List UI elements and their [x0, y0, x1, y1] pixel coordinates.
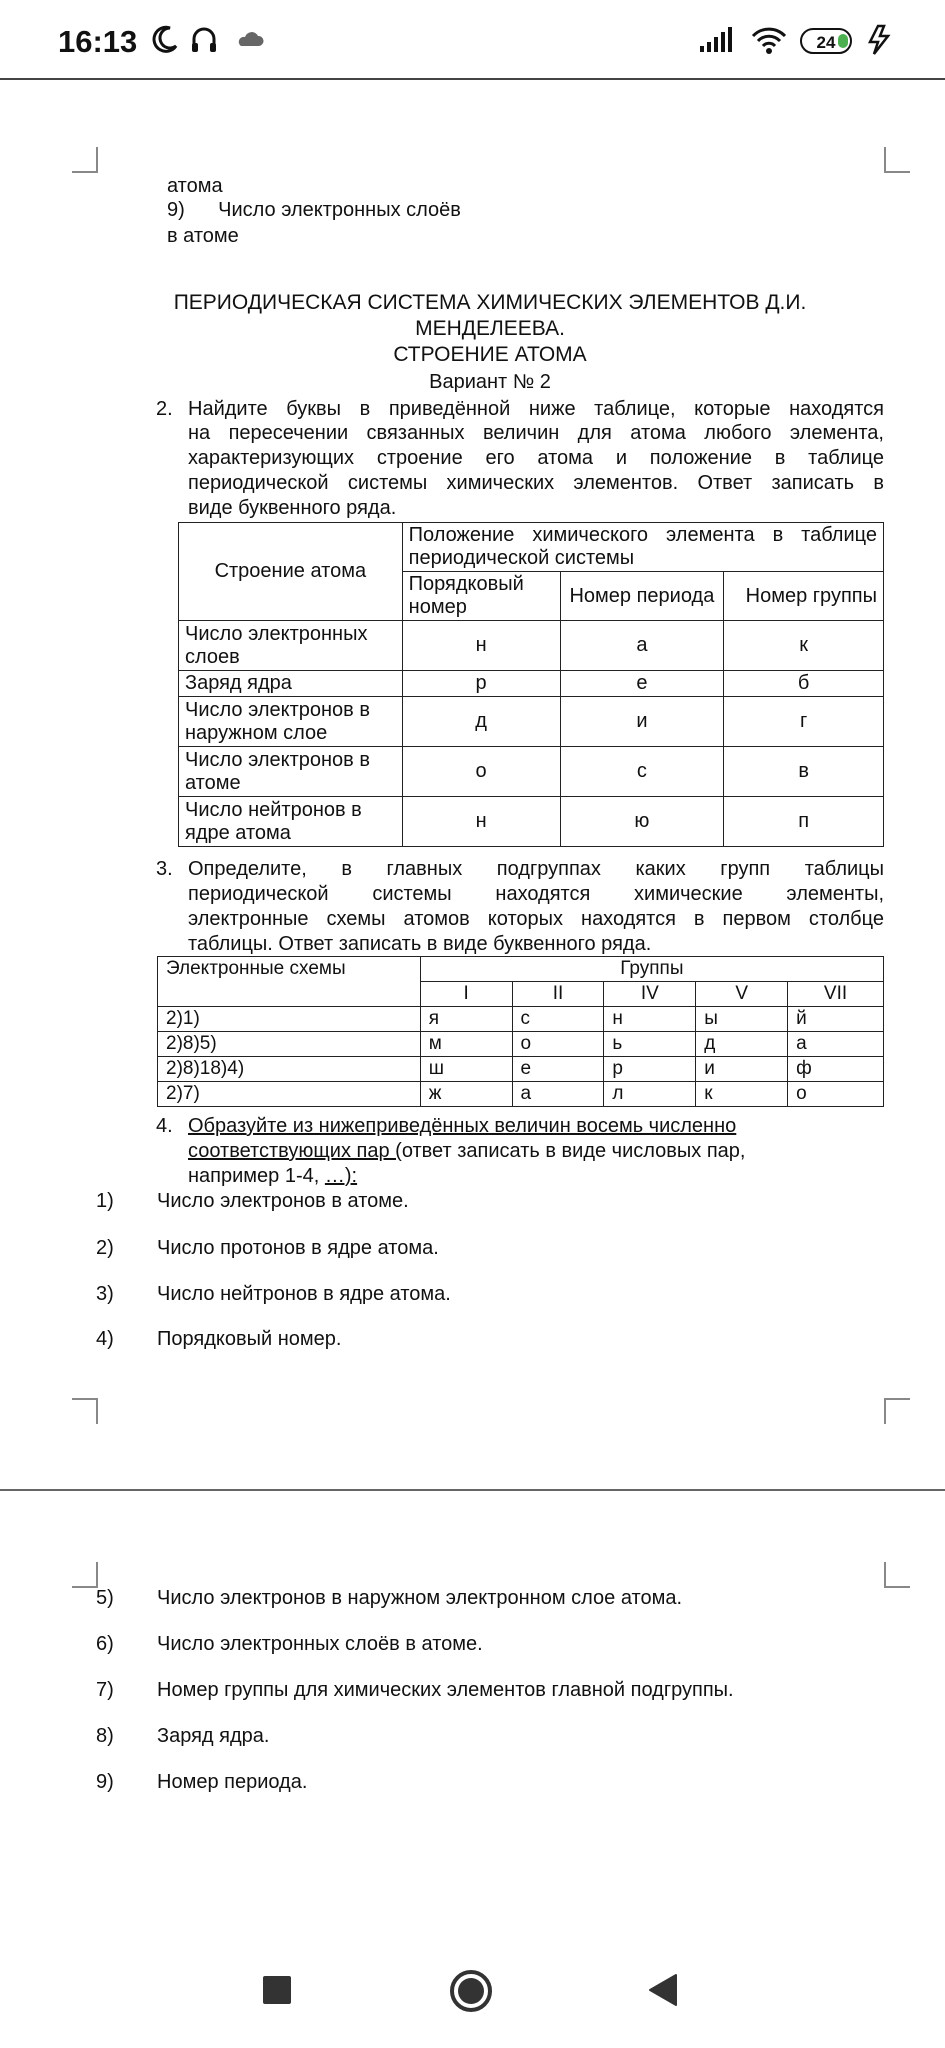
table-cell: о [788, 1082, 884, 1107]
headphones-icon [189, 24, 219, 54]
list-number: 7) [96, 1679, 114, 1701]
table-group-header: Группы [420, 957, 883, 982]
table-cell: с [560, 747, 724, 797]
table-group-header: Положение химического элемента в таблице периодической системы [402, 523, 883, 572]
list-item: Число электронов в наружном электронном слое атома. [157, 1587, 683, 1609]
list-number: 4) [96, 1328, 114, 1350]
row-label: Число электронных слоев [179, 621, 403, 671]
question-text: периодической системы находятся химические элементы, [188, 883, 884, 905]
list-number: 3) [96, 1283, 114, 1305]
table-cell: р [402, 671, 560, 697]
question-text [188, 1139, 745, 1163]
table-cell: б [724, 671, 884, 697]
table-row [158, 1032, 884, 1057]
list-number: 2) [96, 1237, 114, 1259]
page-title: МЕНДЕЛЕЕВА. [415, 317, 565, 340]
row-label: 2)8)5) [158, 1032, 421, 1057]
column-header: I [420, 982, 512, 1007]
question-text: Найдите буквы в приведённой ниже таблице, которые находятся [188, 398, 884, 420]
question-text: виде буквенного ряда. [188, 497, 397, 519]
question-number: 2. [156, 398, 173, 420]
table-cell: п [724, 797, 884, 847]
page-corner-mark [884, 147, 910, 173]
question-text: таблицы. Ответ записать в виде буквенного ряда. [188, 933, 652, 955]
table-corner-header: Электронные схемы [158, 957, 421, 1007]
wifi-icon [750, 24, 788, 56]
list-number: 8) [96, 1725, 114, 1747]
page-corner-mark [884, 1562, 910, 1588]
table-row [179, 747, 884, 797]
table-cell: ы [696, 1007, 788, 1032]
status-bar [0, 0, 945, 80]
page-divider [0, 1489, 945, 1491]
table-row [179, 697, 884, 747]
question-text: электронные схемы атомов которых находятся в первом столбце [188, 908, 884, 930]
list-item: Порядковый номер. [157, 1328, 342, 1350]
column-header: II [512, 982, 604, 1007]
table-cell: о [512, 1032, 604, 1057]
table-cell: ф [788, 1057, 884, 1082]
question-text-rest: ответ записать в виде числовых пар, [401, 1140, 746, 1162]
column-header: IV [604, 982, 696, 1007]
page-corner-mark [72, 1398, 98, 1424]
table-cell: я [420, 1007, 512, 1032]
list-item: Заряд ядра. [157, 1725, 270, 1747]
row-label: 2)7) [158, 1082, 421, 1107]
column-header: Номер группы [724, 572, 884, 621]
text-fragment: 9) Число электронных слоёв [167, 199, 461, 221]
table-cell: н [604, 1007, 696, 1032]
question-number: 4. [156, 1115, 173, 1137]
table-cell: е [512, 1057, 604, 1082]
column-header: V [696, 982, 788, 1007]
table-cell: и [560, 697, 724, 747]
table-cell: а [560, 621, 724, 671]
table-row [179, 671, 884, 697]
signal-icon [698, 24, 736, 54]
row-label: Число нейтронов в ядре атома [179, 797, 403, 847]
row-label: Число электронов в атоме [179, 747, 403, 797]
table-corner-header: Строение атома [179, 523, 403, 621]
table-cell: ь [604, 1032, 696, 1057]
table-cell: е [560, 671, 724, 697]
navigation-bar [0, 1935, 945, 2048]
table-cell: р [604, 1057, 696, 1082]
table-cell: а [512, 1082, 604, 1107]
question-text: периодической системы химических элементов. Ответ записать в [188, 472, 884, 494]
moon-icon [150, 24, 180, 54]
page-corner-mark [72, 147, 98, 173]
table-row [158, 1082, 884, 1107]
groups-table [157, 956, 884, 1107]
page-subtitle: СТРОЕНИЕ АТОМА [393, 343, 587, 366]
question-number: 3. [156, 858, 173, 880]
list-number: 1) [96, 1190, 114, 1212]
table-cell: в [724, 747, 884, 797]
row-label: Заряд ядра [179, 671, 403, 697]
table-row [158, 1057, 884, 1082]
table-cell: и [696, 1057, 788, 1082]
column-header: Порядковый номер [402, 572, 560, 621]
column-header: VII [788, 982, 884, 1007]
table-cell: ж [420, 1082, 512, 1107]
recents-button[interactable] [262, 1975, 292, 2005]
back-button[interactable] [648, 1973, 678, 2007]
table-cell: а [788, 1032, 884, 1057]
column-header: Номер периода [560, 572, 724, 621]
table-cell: к [724, 621, 884, 671]
list-number: 6) [96, 1633, 114, 1655]
table-cell: ю [560, 797, 724, 847]
clock: 16:13 [58, 24, 138, 59]
table-cell: о [402, 747, 560, 797]
page-corner-mark [884, 1398, 910, 1424]
table-cell: м [420, 1032, 512, 1057]
battery-level: 24 [816, 33, 836, 52]
list-item: Номер группы для химических элементов главной подгруппы. [157, 1679, 734, 1701]
question-text: Образуйте из нижеприведённых величин восемь численно [188, 1115, 737, 1137]
table-row [179, 797, 884, 847]
table-cell: й [788, 1007, 884, 1032]
list-item: Число нейтронов в ядре атома. [157, 1283, 451, 1305]
text-fragment: атома [167, 175, 223, 197]
structure-table [178, 522, 884, 847]
table-cell: к [696, 1082, 788, 1107]
home-button[interactable] [449, 1969, 493, 2013]
list-item: Номер периода. [157, 1771, 308, 1793]
cloud-icon [235, 24, 265, 54]
battery-icon [800, 28, 852, 54]
page-corner-mark [72, 1562, 98, 1588]
table-cell: л [604, 1082, 696, 1107]
table-row [158, 1007, 884, 1032]
table-cell: н [402, 797, 560, 847]
list-item: Число протонов в ядре атома. [157, 1237, 439, 1259]
question-text-underlined: соответствующих пар ( [188, 1140, 402, 1162]
page-title: ПЕРИОДИЧЕСКАЯ СИСТЕМА ХИМИЧЕСКИХ ЭЛЕМЕНТОВ Д.И. [173, 291, 807, 314]
question-text-underlined: …): [324, 1165, 358, 1187]
list-item: Число электронов в атоме. [157, 1190, 409, 1212]
question-text: Определите, в главных подгруппах каких групп таблицы [188, 858, 884, 880]
table-cell: н [402, 621, 560, 671]
charging-icon [866, 24, 894, 56]
list-number: 5) [96, 1587, 114, 1609]
table-cell: ш [420, 1057, 512, 1082]
table-row [179, 621, 884, 671]
text-fragment: в атоме [167, 225, 239, 247]
question-text [188, 1164, 357, 1188]
list-number: 9) [96, 1771, 114, 1793]
variant-label: Вариант № 2 [429, 371, 551, 393]
table-cell: с [512, 1007, 604, 1032]
table-cell: д [696, 1032, 788, 1057]
question-text: на пересечении связанных величин для атома любого элемента, [188, 422, 884, 444]
list-item: Число электронных слоёв в атоме. [157, 1633, 483, 1655]
row-label: 2)1) [158, 1007, 421, 1032]
row-label: Число электронов в наружном слое [179, 697, 403, 747]
table-cell: д [402, 697, 560, 747]
table-cell: г [724, 697, 884, 747]
row-label: 2)8)18)4) [158, 1057, 421, 1082]
question-text: характеризующих строение его атома и положение в таблице [188, 447, 884, 469]
question-text-rest: например 1-4, [188, 1165, 325, 1187]
